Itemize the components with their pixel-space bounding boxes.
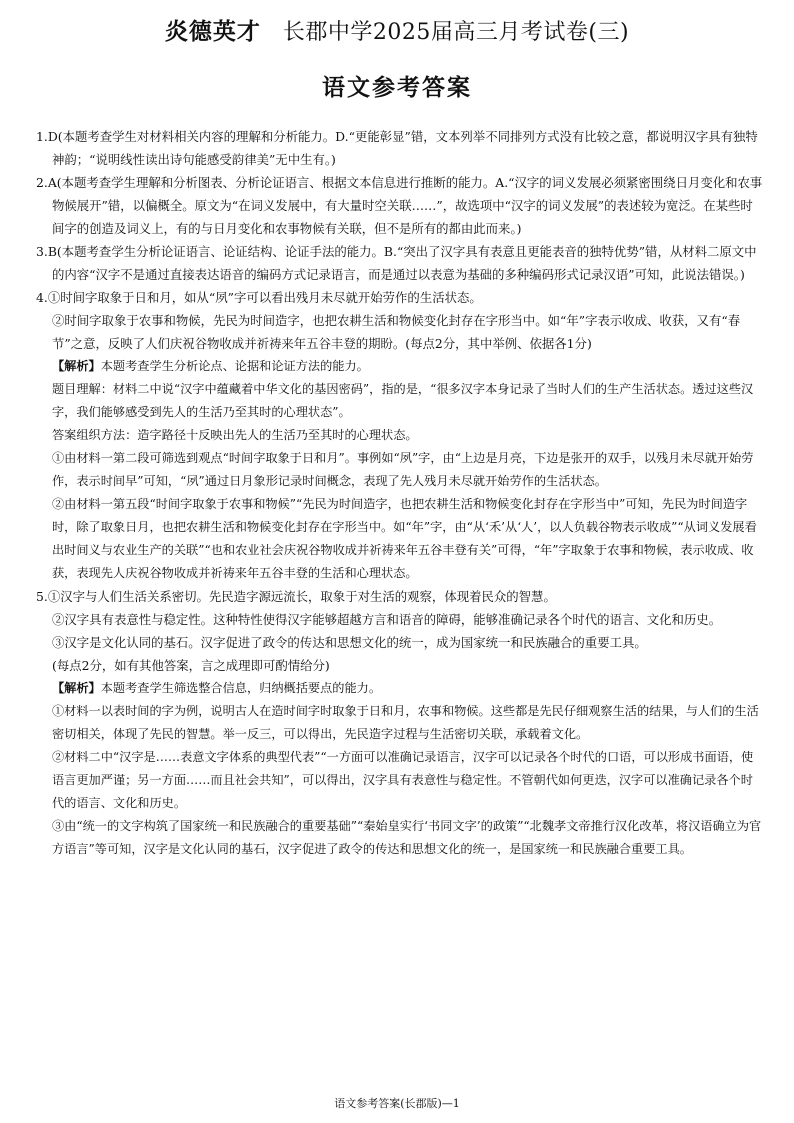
analysis-label: 【解析】 [52, 681, 101, 695]
answer-q5-analysis-2: ②材料二中“汉字是……表意文字体系的典型代表”“一方面可以准确记录语言，汉字可以记录各个时代的口语，可以形成书面语，使语言更加严谨；另一方面……而且社会共知”，可以得出，汉字具有表意性与稳定性。不管朝代如何更迭，汉字可以准确记录各个时代的语言、文化和历史。 [52, 750, 754, 810]
document-title: 语文参考答案 [322, 75, 472, 101]
answer-q4-analysis-4: ②由材料一第五段“时间字取象于农事和物候”“先民为时间造字，也把农耕生活和物候变化封存在字形当中”可知，先民为时间造字时，除了取象日月，也把农耕生活和物候变化封存在字形当中。如“年”字，由“从‘禾’从‘人’，以人负载谷物表示收成”“从词义发展看出时间义与农业生产的关联”“也和农业社会庆祝谷物收成并祈祷来年五谷丰登有关”可得，“年”字取象于农事和物候，表示收成、收获，表现先人庆祝谷物收成并祈祷来年五谷丰登的生活和心理状态。 [52, 497, 757, 580]
answer-q1: 1.D(本题考查学生对材料相关内容的理解和分析能力。D.“更能彰显”错，文本列举不同排列方式没有比较之意，都说明汉字具有独特神韵；“说明线性读出诗句能感受韵律美”无中生有。) [36, 129, 758, 167]
answer-content [36, 125, 764, 861]
answer-q5-point3: ③汉字是文化认同的基石。汉字促进了政令的传达和思想文化的统一，成为国家统一和民族融合的重要工具。 [52, 635, 647, 650]
analysis-lead: 本题考查学生分析论点、论据和论证方法的能力。 [100, 359, 369, 373]
brand-name: 炎德英才 [164, 19, 261, 45]
answer-q4-point1: 4.①时间字取象于日和月，如从“夙”字可以看出残月未尽就开始劳作的生活状态。 [36, 290, 482, 305]
answer-q4-analysis-2: 答案组织方法：造字路径十反映出先人的生活乃至其时的心理状态。 [52, 428, 418, 442]
answer-q5-analysis-3: ③由“统一的文字构筑了国家统一和民族融合的重要基础”“秦始皇实行‘书同文字’的政策”“北魏孝文帝推行汉化改革，将汉语确立为官方语言”等可知，汉字是文化认同的基石，汉字促进了政令的传达和思想文化的统一，是国家统一和民族融合重要工具。 [52, 819, 762, 856]
analysis-lead: 本题考查学生筛选整合信息，归纳概括要点的能力。 [100, 681, 382, 695]
answer-q3: 3.B(本题考查学生分析论证语言、论证结构、论证手法的能力。B.“突出了汉字具有表意且更能表音的独特优势”错，从材料二原文中的内容“汉字不是通过直接表达语音的编码方式记录语言，而是通过以表意为基础的多种编码形式记录汉语”可知，此说法错误。) [36, 244, 757, 282]
analysis-label: 【解析】 [52, 359, 101, 373]
page-header [0, 16, 794, 49]
answer-q5-analysis [36, 677, 764, 700]
page-footer: 语文参考答案(长郡版)—1 [334, 1097, 460, 1110]
answer-q2: 2.A(本题考查学生理解和分析图表、分析论证语言、根据文本信息进行推断的能力。A.“汉字的词义发展必须紧密围绕日月变化和农事物候展开”错，以偏概全。原文为“在词义发展中，有大量时空关联……”，故选项中“汉字的词义发展”的表述较为宽泛。在某些时间字的创造及词义上，有的与日月变化和农事物候有关联，但不是所有的都由此而来。) [36, 175, 763, 236]
answer-q4-point2: ②时间字取象于农事和物候，先民为时间造字，也把农耕生活和物候变化封存在字形当中。如“年”字表示收成、收获，又有“春节”之意，反映了人们庆祝谷物收成并祈祷来年五谷丰登的期盼。(每点2分，其中举例、依据各1分) [52, 313, 741, 351]
answer-q4-analysis-3: ①由材料一第二段可筛选到观点“时间字取象于日和月”。事例如“夙”字，由“上边是月亮，下边是张开的双手，以残月未尽就开始劳作，表示时间早”可知，“夙”通过日月象形记录时间概念，表现了先人残月未尽就开始劳作的生活状态。 [52, 451, 754, 488]
answer-q5-point2: ②汉字具有表意性与稳定性。这种特性使得汉字能够超越方言和语音的障碍，能够准确记录各个时代的语言、文化和历史。 [52, 612, 722, 627]
answer-q5-scoring: (每点2分，如有其他答案，言之成理即可酌情给分) [52, 658, 330, 673]
answer-q5-analysis-1: ①材料一以表时间的字为例，说明古人在造时间字时取象于日和月，农事和物候。这些都是先民仔细观察生活的结果，与人们的生活密切相关，体现了先民的智慧。举一反三，可以得出，先民造字过程与生活密切关联，承载着文化。 [52, 704, 759, 741]
answer-q5-point1: 5.①汉字与人们生活关系密切。先民造字源远流长，取象于对生活的观察，体现着民众的智慧。 [36, 589, 556, 604]
exam-title: 长郡中学2025届高三月考试卷(三) [282, 20, 630, 45]
answer-q4-analysis-1: 题目理解：材料二中说“汉字中蕴藏着中华文化的基因密码”，指的是，“很多汉字本身记录了当时人们的生产生活状态。透过这些汉字，我们能够感受到先人的生活乃至其时的心理状态”。 [52, 382, 754, 419]
answer-q4-analysis [36, 355, 764, 378]
